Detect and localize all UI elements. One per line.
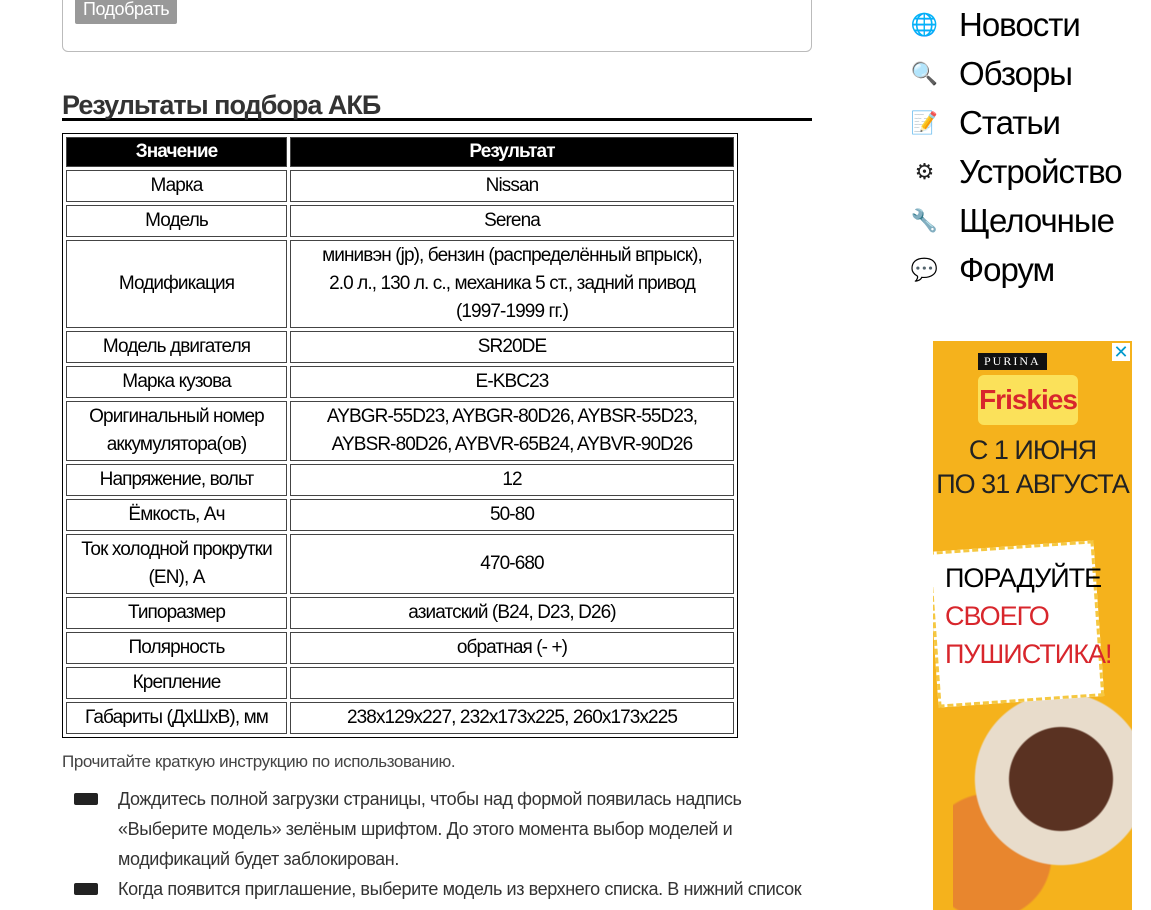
advertisement-banner[interactable] <box>933 341 1132 910</box>
ad-dates <box>933 433 1132 501</box>
results-table <box>62 133 738 738</box>
table-row <box>66 170 734 202</box>
result-cell: 470-680 <box>290 534 734 594</box>
nav-item-4[interactable] <box>906 196 1122 245</box>
result-cell: 12 <box>290 464 734 496</box>
drill-icon: 🔧 <box>910 207 938 233</box>
parameter-cell: Ток холодной прокрутки (EN), А <box>66 534 287 594</box>
result-cell: 50-80 <box>290 499 734 531</box>
list-item <box>74 784 814 874</box>
nav-label[interactable]: Форум <box>959 250 1055 288</box>
parameter-cell: Габариты (ДхШхВ), мм <box>66 702 287 734</box>
magnifier-icon: 🔍 <box>910 60 938 86</box>
parameter-cell: Модификация <box>66 240 287 328</box>
parameter-cell: Марка <box>66 170 287 202</box>
ad-date-line: С 1 ИЮНЯ <box>968 435 1097 465</box>
list-item <box>74 874 814 904</box>
news-globe-icon: 🌐 <box>910 11 938 37</box>
result-cell: E-KBC23 <box>290 366 734 398</box>
instructions-intro: Прочитайте краткую инструкцию по использованию. <box>62 752 456 771</box>
nav-item-1[interactable] <box>906 49 1122 98</box>
ad-date-line: ПО 31 АВГУСТА <box>936 469 1129 499</box>
nav-item-0[interactable] <box>906 0 1122 49</box>
ad-slogan <box>945 559 1111 673</box>
table-row <box>66 240 734 328</box>
gear-icon: ⚙ <box>914 158 934 184</box>
table-row <box>66 401 734 461</box>
close-icon[interactable]: ✕ <box>1113 342 1129 362</box>
parameter-cell: Марка кузова <box>66 366 287 398</box>
ad-slogan-line: ПУШИСТИКА! <box>945 639 1112 669</box>
table-row <box>66 331 734 363</box>
pets-image <box>953 691 1132 910</box>
result-cell: обратная (- +) <box>290 632 734 664</box>
chat-bubbles-icon: 💬 <box>910 256 938 282</box>
result-cell: минивэн (jp), бензин (распределённый впрыск), 2.0 л., 130 л. с., механика 5 ст., задний привод (1997-1999 гг.) <box>290 240 734 328</box>
result-cell: Serena <box>290 205 734 237</box>
nav-item-3[interactable] <box>906 147 1122 196</box>
nav-label[interactable]: Новости <box>959 5 1080 43</box>
friskies-logo: Friskies <box>978 375 1078 425</box>
instructions-list <box>74 784 814 904</box>
table-row <box>66 597 734 629</box>
table-row <box>66 702 734 734</box>
nav-item-2[interactable] <box>906 98 1122 147</box>
table-row <box>66 499 734 531</box>
ad-slogan-line: ПОРАДУЙТЕ <box>945 563 1102 593</box>
parameter-cell: Модель двигателя <box>66 331 287 363</box>
result-cell: AYBGR-55D23, AYBGR-80D26, AYBSR-55D23, AYBSR-80D26, AYBVR-65B24, AYBVR-90D26 <box>290 401 734 461</box>
result-cell: азиатский (B24, D23, D26) <box>290 597 734 629</box>
results-section <box>62 133 822 904</box>
parameter-cell: Напряжение, вольт <box>66 464 287 496</box>
header-result: Результат <box>290 137 734 167</box>
table-row <box>66 632 734 664</box>
parameter-cell: Модель <box>66 205 287 237</box>
table-row <box>66 667 734 699</box>
results-title: Результаты подбора АКБ <box>62 88 812 121</box>
nav-label[interactable]: Щелочные <box>959 201 1114 239</box>
battery-bullet-icon <box>74 883 98 895</box>
header-parameter: Значение <box>66 137 287 167</box>
nav-label[interactable]: Обзоры <box>959 54 1073 92</box>
parameter-cell: Оригинальный номер аккумулятора(ов) <box>66 401 287 461</box>
result-cell <box>290 667 734 699</box>
parameter-cell: Полярность <box>66 632 287 664</box>
table-row <box>66 534 734 594</box>
purina-logo: PURINA <box>978 353 1047 370</box>
ad-slogan-line: СВОЕГО <box>945 601 1049 631</box>
nav-item-5[interactable] <box>906 245 1122 294</box>
step-text: Когда появится приглашение, выберите модель из верхнего списка. В нижний список <box>118 879 802 899</box>
sidebar-nav <box>906 0 1122 294</box>
result-cell: Nissan <box>290 170 734 202</box>
result-cell: 238x129x227, 232x173x225, 260x173x225 <box>290 702 734 734</box>
nav-label[interactable]: Устройство <box>959 152 1122 190</box>
parameter-cell: Типоразмер <box>66 597 287 629</box>
table-row <box>66 366 734 398</box>
table-row <box>66 464 734 496</box>
table-row <box>66 205 734 237</box>
parameter-cell: Ёмкость, Ач <box>66 499 287 531</box>
pick-button[interactable]: Подобрать <box>75 0 177 24</box>
nav-label[interactable]: Статьи <box>959 103 1060 141</box>
battery-bullet-icon <box>74 793 98 805</box>
article-edit-icon: 📝 <box>910 109 938 135</box>
step-text: Дождитесь полной загрузки страницы, чтобы над формой появилась надпись «Выберите модель» зелёным шрифтом. До этого момента выбор моделей и модификаций будет заблокирован. <box>118 789 742 869</box>
result-cell: SR20DE <box>290 331 734 363</box>
parameter-cell: Крепление <box>66 667 287 699</box>
